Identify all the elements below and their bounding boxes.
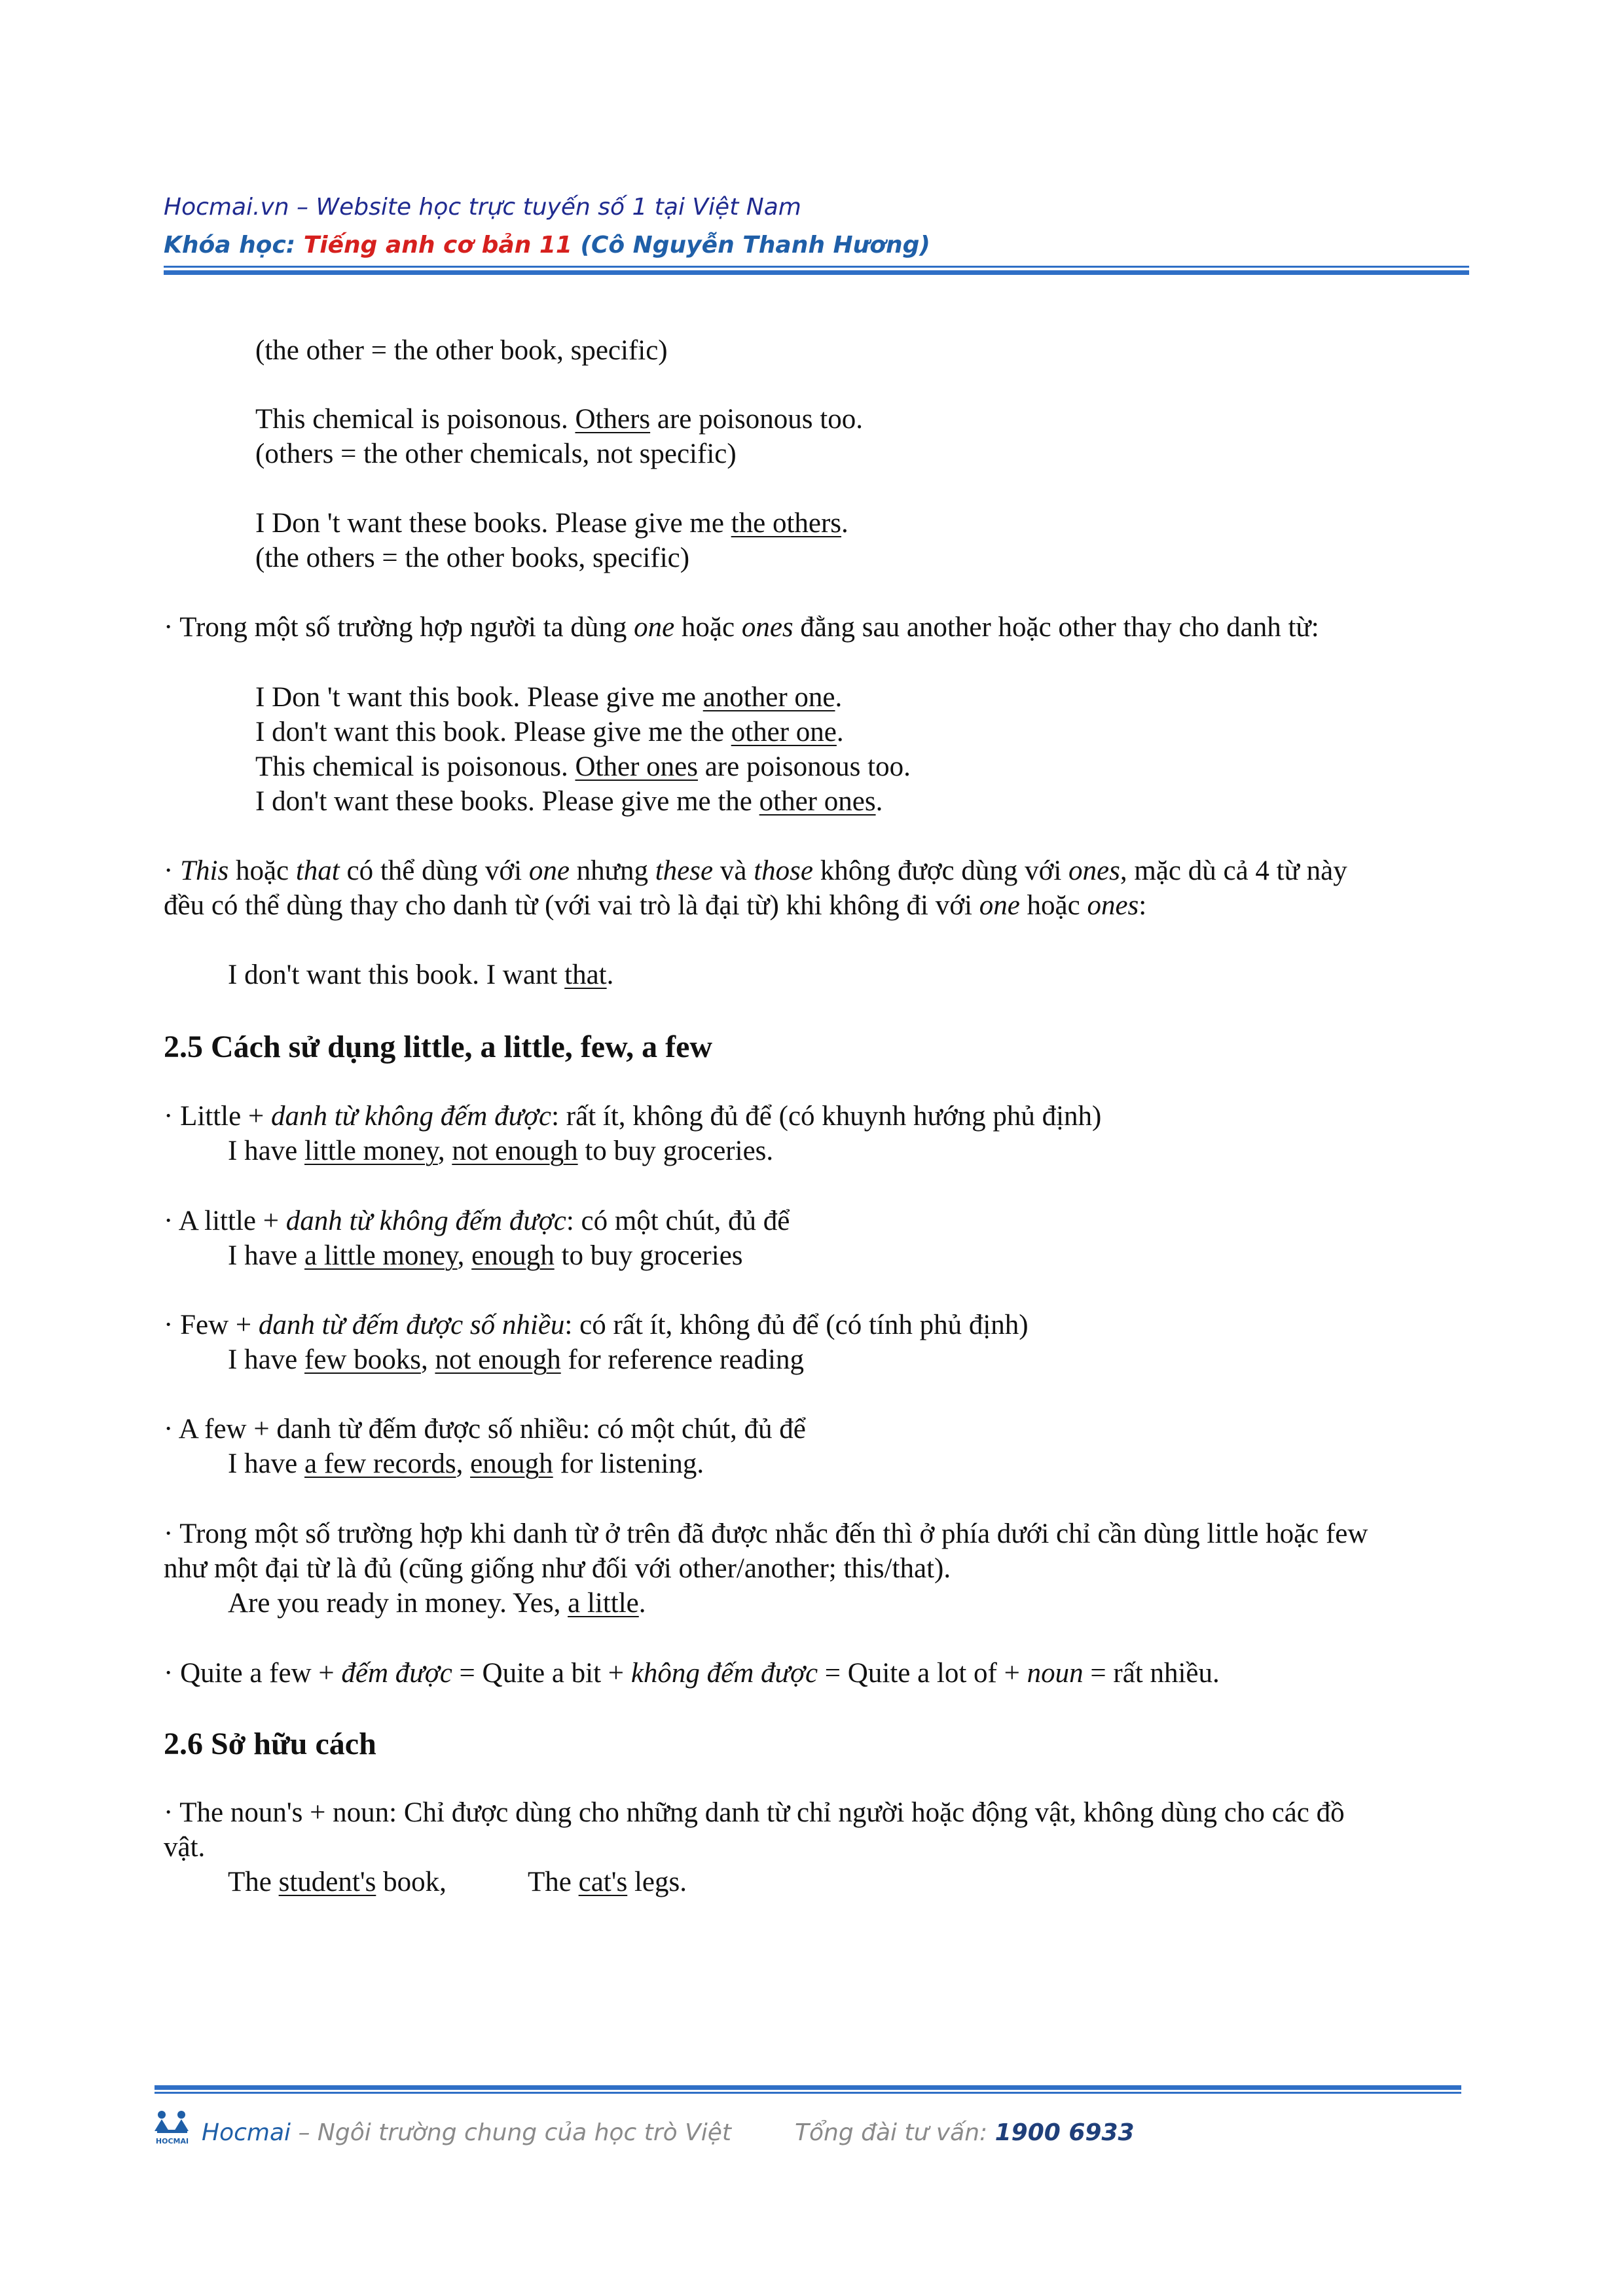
- site-name[interactable]: Hocmai.vn: [164, 194, 289, 221]
- bullet-line: · Trong một số trường hợp người ta dùng one hoặc ones đằng sau another hoặc other thay cho danh từ:: [164, 612, 1319, 643]
- example-line: The student's book,: [228, 1867, 447, 1897]
- bullet-line: · Little + danh từ không đếm được: rất ít, không đủ để (có khuynh hướng phủ định): [164, 1101, 1102, 1132]
- text-line: (the others = the other books, specific): [255, 543, 690, 573]
- bullet-line-cont: vật.: [164, 1832, 206, 1863]
- example-line: Are you ready in money. Yes, a little.: [228, 1588, 646, 1619]
- header-line-1: [164, 194, 801, 221]
- bullet-line: · The noun's + noun: Chỉ được dùng cho những danh từ chỉ người hoặc động vật, không dùng cho các đồ: [164, 1797, 1345, 1828]
- bullet-line: · A little + danh từ không đếm được: có một chút, đủ để: [164, 1206, 790, 1236]
- example-line: I have a few records, enough for listening.: [228, 1448, 704, 1479]
- course-prefix: Khóa học:: [164, 232, 304, 259]
- footer-rule-thin: [155, 2092, 1461, 2094]
- header-rule-thin: [164, 266, 1469, 268]
- hotline-label: Tổng đài tư vấn:: [795, 2119, 995, 2146]
- header-rule-thick: [164, 270, 1469, 275]
- text-line: (the other = the other book, specific): [255, 335, 668, 366]
- example-line: I Don 't want this book. Please give me another one.: [255, 682, 843, 713]
- bullet-line: · Quite a few + đếm được = Quite a bit + không đếm được = Quite a lot of + noun = rất nhiều.: [164, 1658, 1220, 1689]
- example-line: I don't want this book. Please give me the other one.: [255, 717, 844, 747]
- hotline-number[interactable]: 1900 6933: [994, 2119, 1135, 2146]
- bullet-line: · This hoặc that có thể dùng với one nhưng these và those không được dùng với ones, mặc dù cả 4 từ này: [164, 855, 1347, 886]
- example-line: This chemical is poisonous. Other ones are poisonous too.: [255, 751, 911, 782]
- example-line: I have little money, not enough to buy groceries.: [228, 1136, 774, 1166]
- bullet-line: · Few + danh từ đếm được số nhiều: có rất ít, không đủ để (có tính phủ định): [164, 1310, 1029, 1340]
- footer-brand[interactable]: Hocmai: [202, 2119, 291, 2146]
- course-teacher: (Cô Nguyễn Thanh Hương): [572, 232, 930, 259]
- hocmai-logo-icon: [152, 2109, 192, 2145]
- footer-slogan: – Ngôi trường chung của học trò Việt: [291, 2119, 732, 2146]
- bullet-line: · Trong một số trường hợp khi danh từ ở trên đã được nhắc đến thì ở phía dưới chỉ cần dùng little hoặc few: [164, 1518, 1368, 1549]
- bullet-line: · A few + danh từ đếm được số nhiều: có một chút, đủ để: [164, 1414, 806, 1444]
- logo-text: HOCMAI: [155, 2137, 189, 2145]
- example-line: I don't want these books. Please give me the other ones.: [255, 786, 883, 817]
- section-heading-2-5: 2.5 Cách sử dụng little, a little, few, a few: [164, 1030, 713, 1064]
- text-line: I Don 't want these books. Please give me the others.: [255, 508, 848, 539]
- footer-right: [795, 2119, 1135, 2146]
- example-line: I have a little money, enough to buy groceries: [228, 1240, 743, 1271]
- course-name: Tiếng anh cơ bản 11: [303, 232, 572, 259]
- text-line: This chemical is poisonous. Others are poisonous too.: [255, 404, 863, 435]
- header-line-2: [164, 232, 930, 259]
- example-line: The cat's legs.: [528, 1867, 687, 1897]
- footer-left: [202, 2119, 731, 2146]
- site-tagline: – Website học trực tuyến số 1 tại Việt Nam: [289, 194, 801, 221]
- bullet-line-cont: đều có thể dùng thay cho danh từ (với vai trò là đại từ) khi không đi với one hoặc ones:: [164, 890, 1147, 921]
- footer-rule-thick: [155, 2085, 1461, 2090]
- example-line: I have few books, not enough for reference reading: [228, 1344, 804, 1375]
- section-heading-2-6: 2.6 Sở hữu cách: [164, 1727, 376, 1761]
- bullet-line-cont: như một đại từ là đủ (cũng giống như đối với other/another; this/that).: [164, 1553, 951, 1584]
- example-line: I don't want this book. I want that.: [228, 960, 614, 990]
- text-line: (others = the other chemicals, not specific): [255, 439, 737, 469]
